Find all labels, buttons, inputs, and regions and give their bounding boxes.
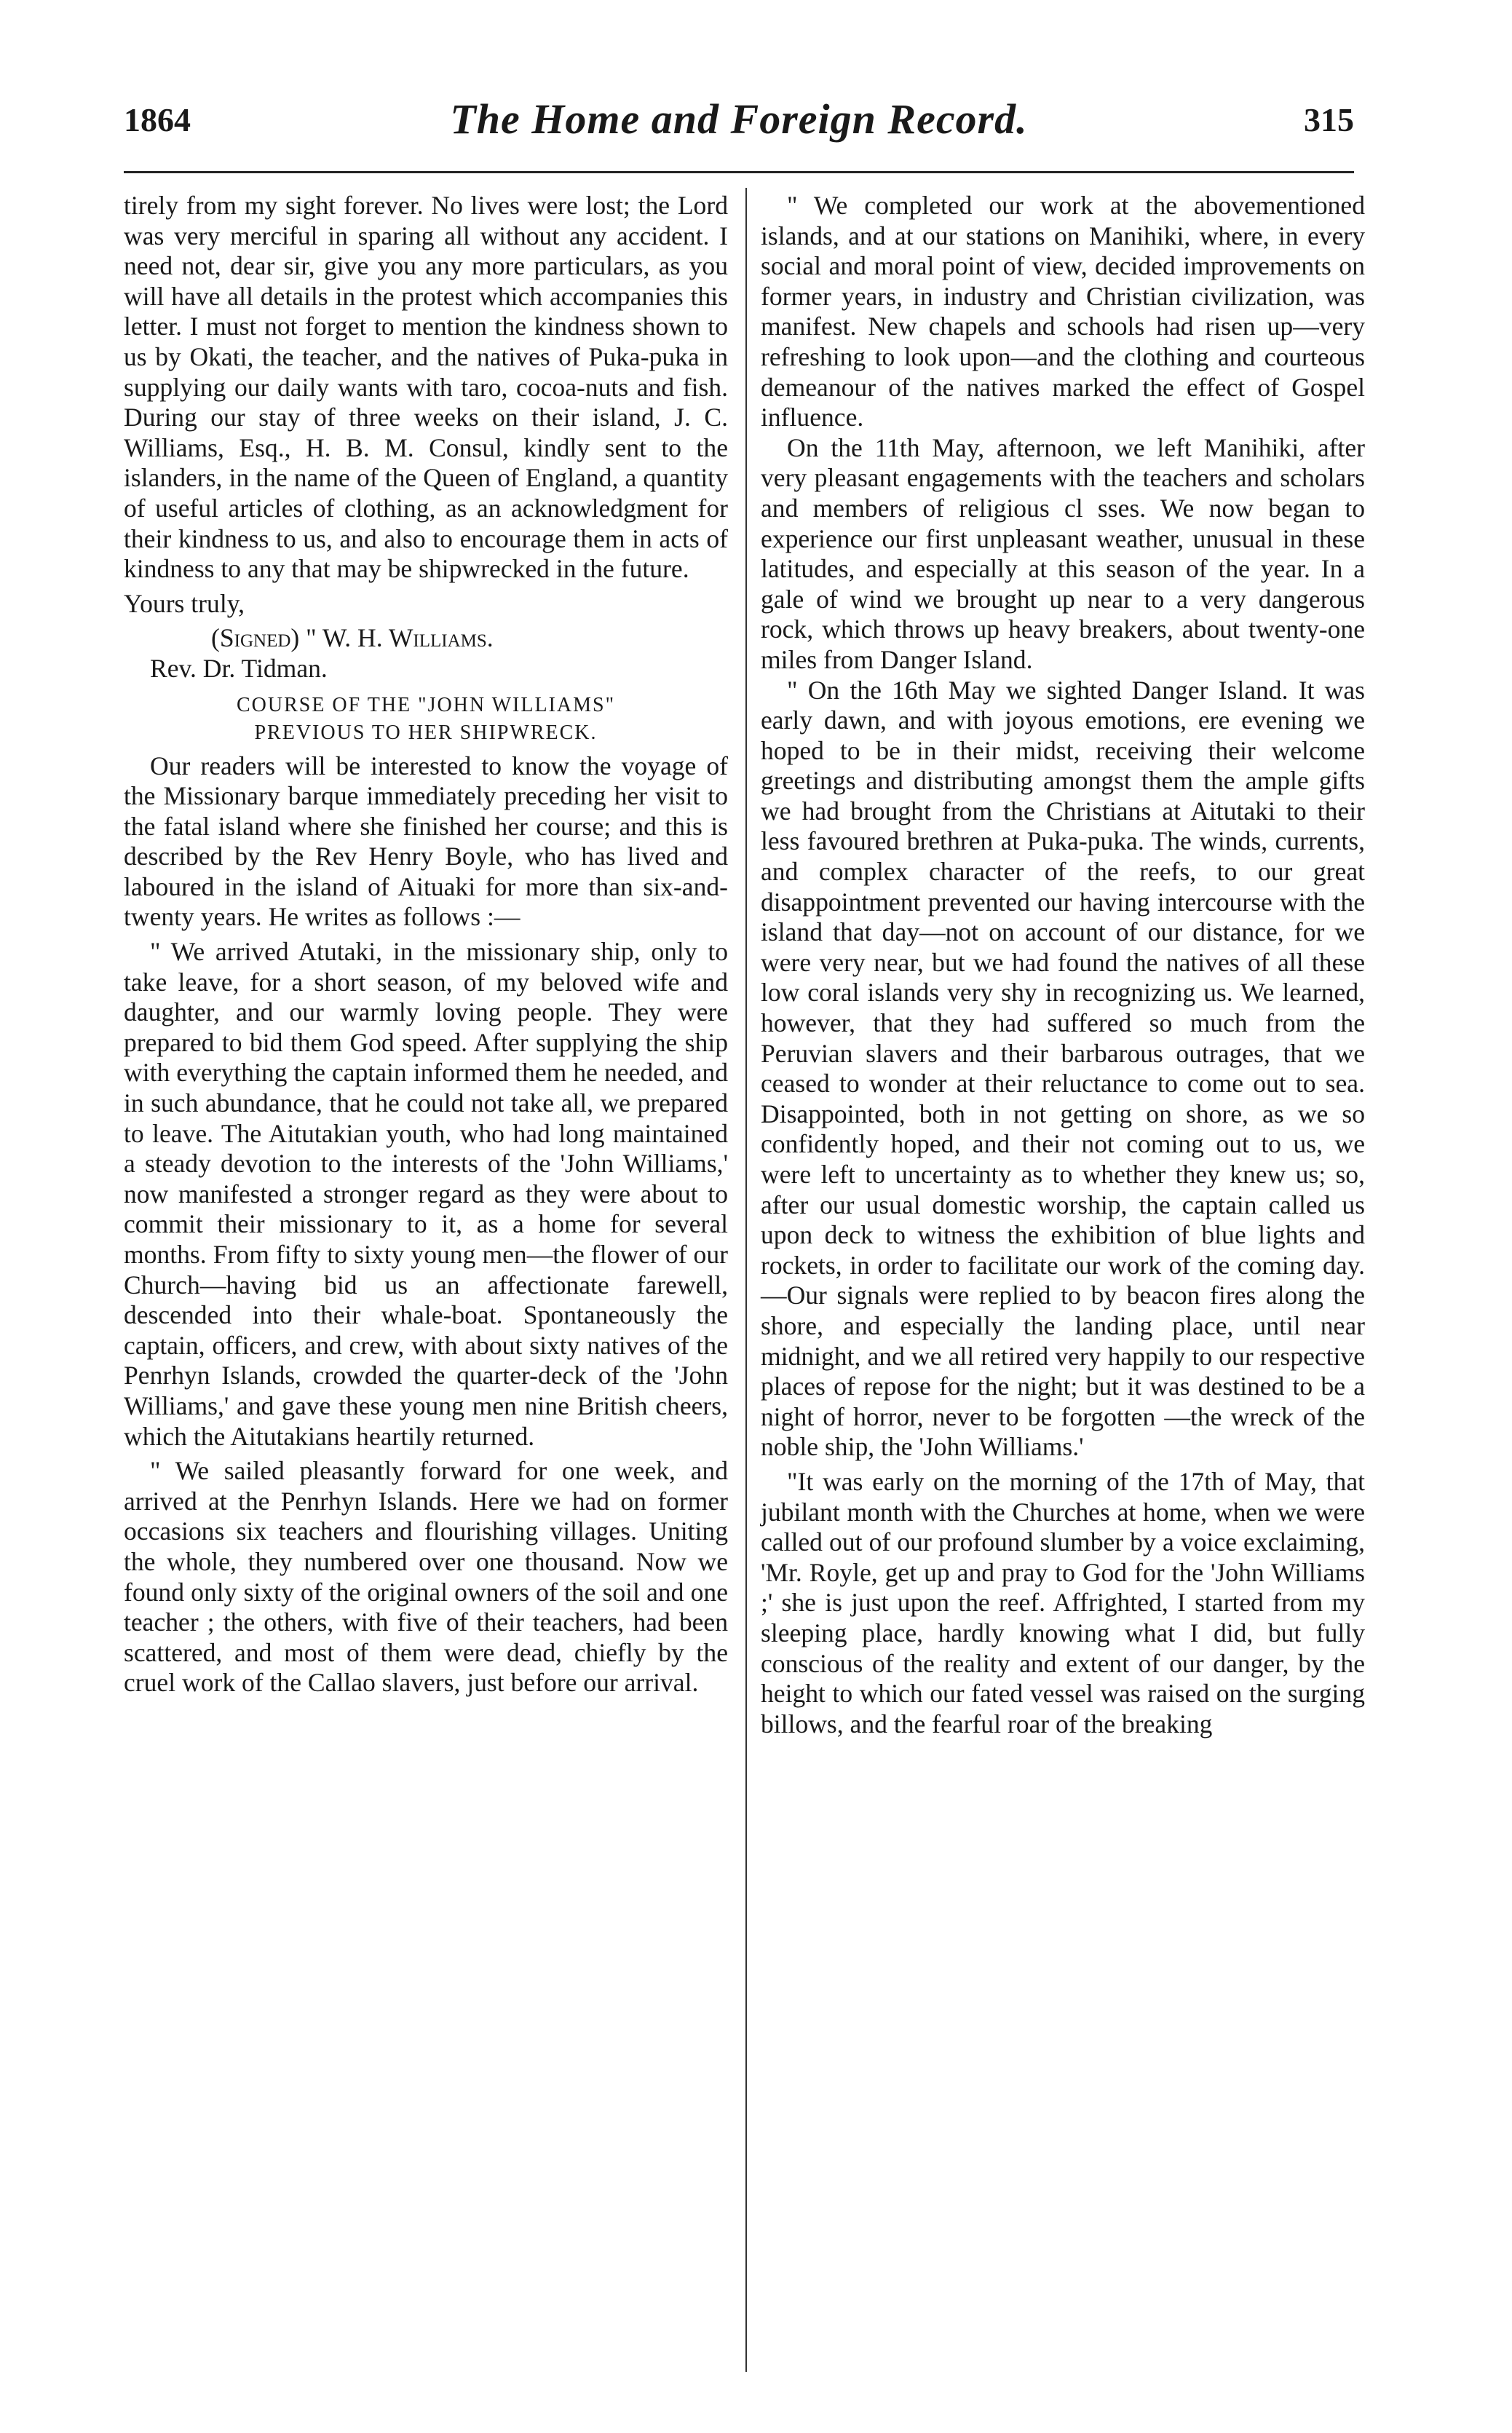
left-column xyxy=(124,191,728,1698)
left-paragraph-2: Our readers will be interested to know the voyage of the Missionary barque immediately preceding her visit to the fatal island where she finished her course; and this is described by the Rev Henry Boyle, who has lived and laboured in the island of Aituaki for more than six-and-twenty years. He writes as follows :— xyxy=(124,751,728,932)
addressee: Rev. Dr. Tidman. xyxy=(150,653,328,683)
signature-line xyxy=(124,623,728,654)
section-heading-line-2: PREVIOUS TO HER SHIPWRECK. xyxy=(254,721,598,744)
column-divider xyxy=(745,188,747,2372)
right-paragraph-1: " We completed our work at the abovementioned islands, and at our stations on Manihiki, where, in every social and moral point of view, decided improvements on former years, in industry and Christian civilization, was manifest. New chapels and schools had risen up—very refreshing to look upon—and the clothing and courteous demeanour of the natives marked the effect of Gospel influence. xyxy=(761,191,1365,432)
header-page-number: 315 xyxy=(1304,101,1354,138)
right-paragraph-3: " On the 16th May we sighted Danger Island. It was early dawn, and with joyous emotions, ere evening we hoped to be in their midst, receiving their welcome greetings and distributing amongst them the ample gifts we had brought from the Christians at Aitutaki to their less favoured brethren at Puka-puka. The winds, currents, and complex character of the reefs, to our great disappointment prevented our having intercourse with the island that day—not on account of our distance, for we were very near, but we had found the natives of all these low coral islands very shy in recognizing us. We learned, however, that they had suffered so much from the Peruvian slavers and their barbarous outrages, that we ceased to wonder at their reluctance to come out to sea. Disappointed, both in not getting on shore, as we so confidently hoped, and their not coming out to us, we were left to uncertainty as to whether they knew us; so, after our usual domestic worship, the captain called us upon deck to witness the exhibition of blue lights and rockets, in order to facilitate our work of the coming day.—Our signals were replied to by beacon fires along the shore, and especially the landing place, until near midnight, and we all retired very happily to our respective places of repose for the night; but it was destined to be a night of horror, never to be forgotten —the wreck of the noble ship, the 'John Williams.' xyxy=(761,675,1365,1462)
section-heading xyxy=(124,692,728,747)
left-paragraph-4: " We sailed pleasantly forward for one week, and arrived at the Penrhyn Islands. Here we had on former occasions six teachers and flourishing villages. Uniting the whole, they numbered over one thousand. Now we found only sixty of the original owners of the soil and one teacher ; the others, with five of their teachers, had been scattered, and most of them were dead, chiefly by the cruel work of the Callao slavers, just before our arrival. xyxy=(124,1456,728,1698)
header-title: The Home and Foreign Record. xyxy=(450,95,1028,143)
section-heading-line-1: COURSE OF THE "JOHN WILLIAMS" xyxy=(236,693,616,716)
left-paragraph-3: " We arrived Atutaki, in the missionary ship, only to take leave, for a short season, of my beloved wife and daughter, and our warmly loving people. They were prepared to bid them God speed. After supplying the ship with everything the captain informed them he needed, and in such abundance, that he could not take all, we prepared to leave. The Aitutakian youth, who had long maintained a steady devotion to the interests of the 'John Williams,' now manifested a stronger regard as they were about to commit their missionary to it, as a home for several months. From fifty to sixty young men—the flower of our Church—having bid us an affectionate farewell, descended into their whale-boat. Spontaneously the captain, officers, and crew, with about sixty natives of the Penrhyn Islands, crowded the quarter-deck of the 'John Williams,' and gave these young men nine British cheers, which the Aitutakians heartily returned. xyxy=(124,937,728,1451)
right-column xyxy=(761,191,1365,1739)
header-year: 1864 xyxy=(124,101,191,138)
header-rule xyxy=(124,171,1354,173)
left-paragraph-1: tirely from my sight forever. No lives were lost; the Lord was very merciful in sparing all without any accident. I need not, dear sir, give you any more particulars, as you will have all details in the protest which accompanies this letter. I must not forget to mention the kindness shown to us by Okati, the teacher, and the natives of Puka-puka in supplying our daily wants with taro, cocoa-nuts and fish. During our stay of three weeks on their island, J. C. Williams, Esq., H. B. M. Consul, kindly sent to the islanders, in the name of the Queen of England, a quantity of useful articles of clothing, as an acknowledgment for their kindness to us, and also to encourage them in acts of kindness to any that may be shipwrecked in the future. xyxy=(124,191,728,584)
right-paragraph-4: "It was early on the morning of the 17th of May, that jubilant month with the Churches at home, when we were called out of our profound slumber by a voice exclaiming, 'Mr. Royle, get up and pray to God for the 'John Williams ;' she is just upon the reef. Affrighted, I started from my sleeping place, hardly knowing what I did, but fully conscious of the reality and extent of our danger, by the height to which our fated vessel was raised on the surging billows, and the fearful roar of the breaking xyxy=(761,1466,1365,1738)
closing-line: Yours truly, xyxy=(124,588,245,618)
page-header xyxy=(124,95,1354,160)
signature: (Signed) " W. H. Williams. xyxy=(211,623,494,653)
right-paragraph-2: On the 11th May, afternoon, we left Manihiki, after very pleasant engagements with the teachers and scholars and members of religious cl sses. We now began to experience our first unpleasant weather, unusual in these latitudes, and especially at this season of the year. In a gale of wind we brought up near to a very dangerous rock, which throws up heavy breakers, about twenty-one miles from Danger Island. xyxy=(761,432,1365,674)
